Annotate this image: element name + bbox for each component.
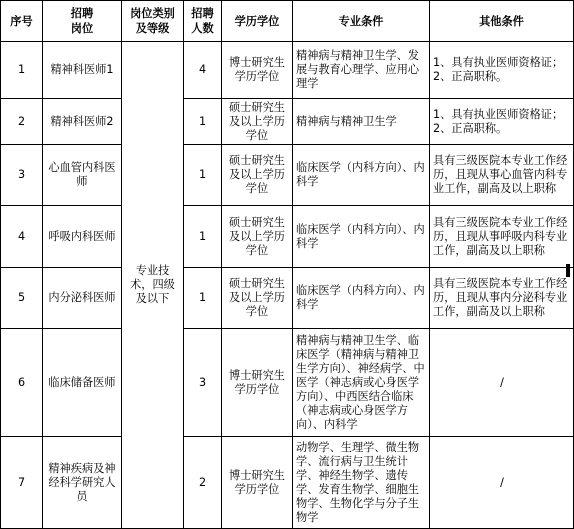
cell-degree: 硕士研究生及以上学历学位 bbox=[222, 99, 293, 145]
cell-other: / bbox=[430, 437, 574, 529]
cell-degree: 博士研究生学历学位 bbox=[222, 437, 293, 529]
header-post-text: 招聘 岗位 bbox=[70, 7, 94, 35]
cell-major: 精神病与精神卫生学 bbox=[293, 99, 430, 145]
cell-degree: 硕士研究生及以上学历学位 bbox=[222, 145, 293, 206]
header-seq: 序号 bbox=[1, 1, 43, 42]
table-row bbox=[1, 206, 574, 268]
cell-other: 具有三级医院本专业工作经历，且现从事心血管内科专业工作，副高及以上职称 bbox=[430, 145, 574, 206]
edge-marker bbox=[566, 264, 570, 277]
header-count-text: 招聘 人数 bbox=[191, 7, 214, 35]
cell-other: 1、具有执业医师资格证；2、正高职称。 bbox=[430, 42, 574, 99]
cell-post: 精神科医师1 bbox=[43, 42, 122, 99]
cell-post: 呼吸内科医师 bbox=[43, 206, 122, 268]
cell-seq: 2 bbox=[1, 99, 43, 145]
cell-degree: 博士研究生学历学位 bbox=[222, 42, 293, 99]
header-post bbox=[43, 1, 122, 42]
cell-other: 1、具有执业医师资格证；2、正高职称。 bbox=[430, 99, 574, 145]
cell-major: 动物学、生理学、微生物学、流行病与卫生统计学、神经生物学、遗传学、发育生物学、细胞生物学、生物化学与分子生物学 bbox=[293, 437, 430, 529]
cell-post: 临床储备医师 bbox=[43, 329, 122, 437]
table-row bbox=[1, 145, 574, 206]
header-degree: 学历学位 bbox=[222, 1, 293, 42]
cell-post: 心血管内科医师 bbox=[43, 145, 122, 206]
cell-category-merged: 专业技术，四级及以下 bbox=[122, 42, 184, 529]
cell-count: 1 bbox=[184, 206, 222, 268]
table-row bbox=[1, 268, 574, 329]
cell-seq: 7 bbox=[1, 437, 43, 529]
cell-seq: 5 bbox=[1, 268, 43, 329]
cell-other: / bbox=[430, 329, 574, 437]
cell-count: 2 bbox=[184, 437, 222, 529]
cell-degree: 硕士研究生及以上学历学位 bbox=[222, 268, 293, 329]
header-category-text: 岗位类别 及等级 bbox=[130, 7, 175, 35]
cell-degree: 博士研究生学历学位 bbox=[222, 329, 293, 437]
header-category bbox=[122, 1, 184, 42]
cell-seq: 1 bbox=[1, 42, 43, 99]
cell-major: 临床医学（内科方向）、内科学 bbox=[293, 206, 430, 268]
cell-count: 4 bbox=[184, 42, 222, 99]
table-row bbox=[1, 99, 574, 145]
table-row bbox=[1, 42, 574, 99]
cell-seq: 3 bbox=[1, 145, 43, 206]
header-major: 专业条件 bbox=[293, 1, 430, 42]
header-other: 其他条件 bbox=[430, 1, 574, 42]
cell-degree: 硕士研究生及以上学历学位 bbox=[222, 206, 293, 268]
cell-seq: 6 bbox=[1, 329, 43, 437]
cell-count: 3 bbox=[184, 329, 222, 437]
cell-count: 1 bbox=[184, 268, 222, 329]
cell-count: 1 bbox=[184, 99, 222, 145]
table-row bbox=[1, 329, 574, 437]
cell-seq: 4 bbox=[1, 206, 43, 268]
cell-major: 精神病与精神卫生学、临床医学（精神病与精神卫生学方向）、神经病学、中医学（神志病或心身医学方向）、中西医结合临床（神志病或心身医学方向）、内科学 bbox=[293, 329, 430, 437]
cell-post: 精神疾病及神经科学研究人员 bbox=[43, 437, 122, 529]
cell-count: 1 bbox=[184, 145, 222, 206]
cell-other: 具有三级医院本专业工作经历，且现从事内分泌科专业工作，副高及以上职称 bbox=[430, 268, 574, 329]
cell-major: 临床医学（内科方向）、内科学 bbox=[293, 145, 430, 206]
cell-post: 内分泌科医师 bbox=[43, 268, 122, 329]
header-row bbox=[1, 1, 574, 42]
header-count bbox=[184, 1, 222, 42]
cell-major: 临床医学（内科方向）、内科学 bbox=[293, 268, 430, 329]
cell-other: 具有三级医院本专业工作经历，且现从事呼吸内科专业工作，副高及以上职称 bbox=[430, 206, 574, 268]
table-row bbox=[1, 437, 574, 529]
cell-post: 精神科医师2 bbox=[43, 99, 122, 145]
cell-major: 精神病与精神卫生学、发展与教育心理学、应用心理学 bbox=[293, 42, 430, 99]
